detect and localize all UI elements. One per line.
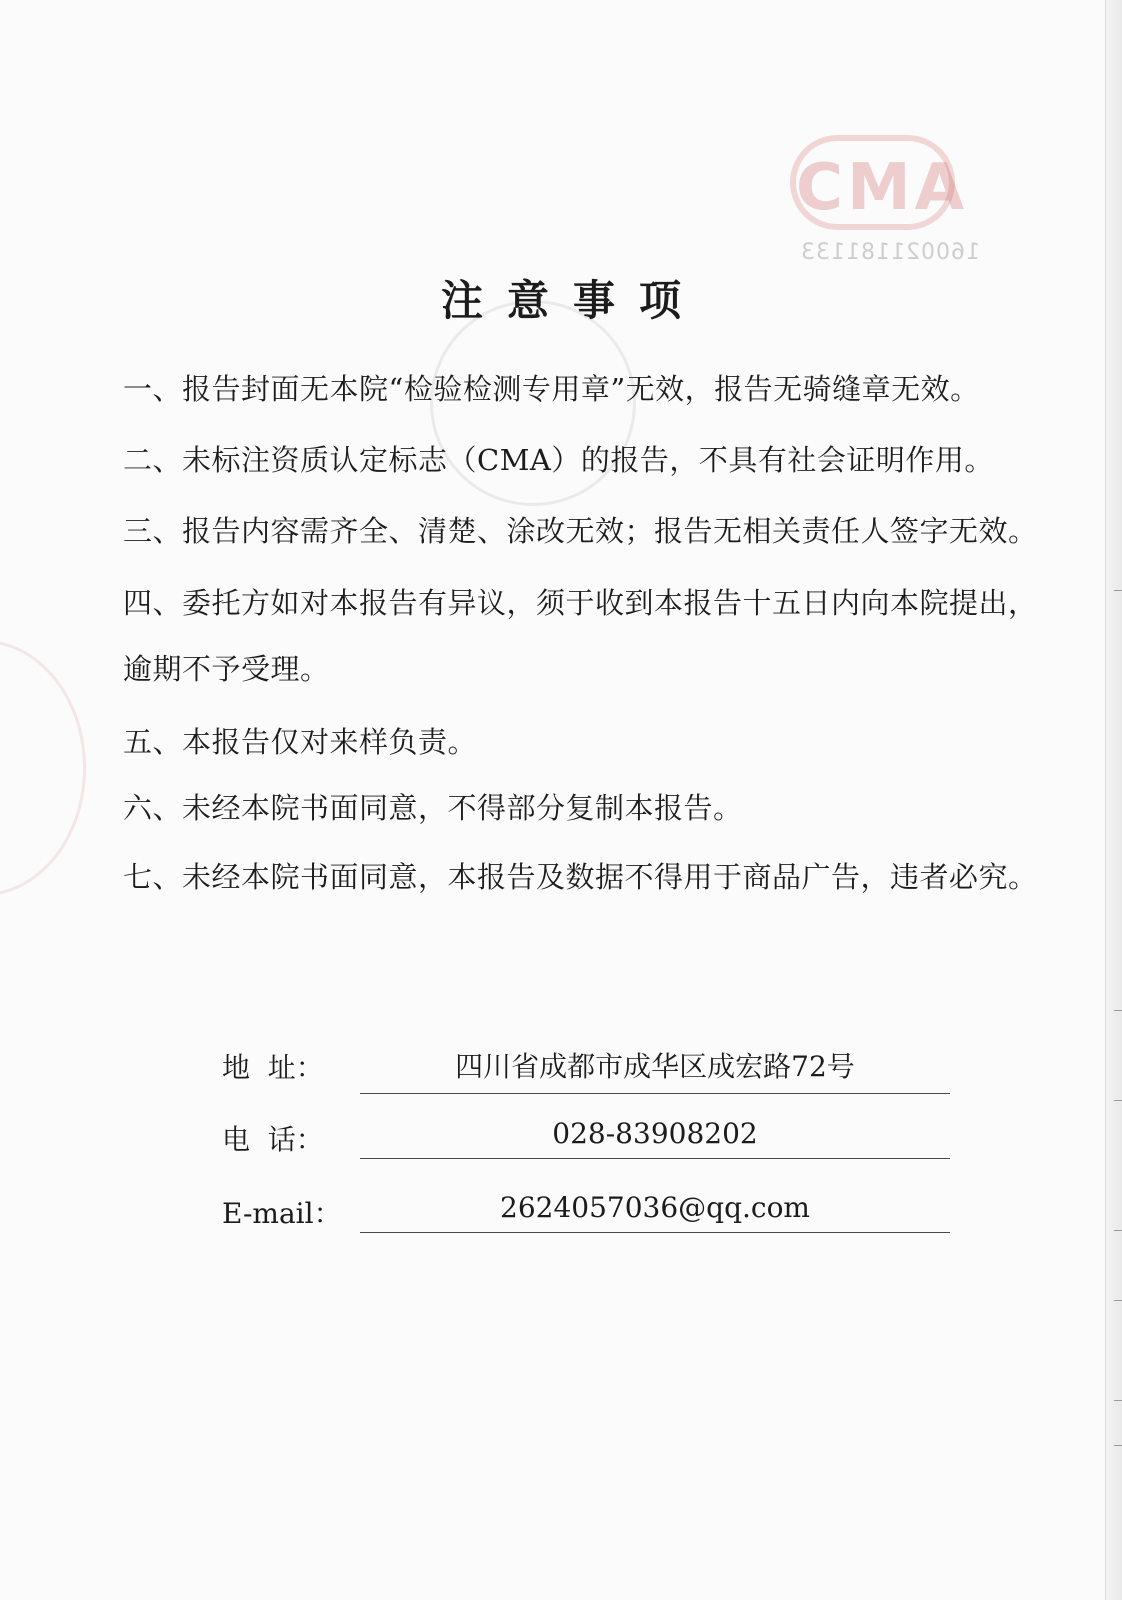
cma-stamp: CMA — [790, 135, 955, 230]
notice-item-3: 三、报告内容需齐全、清楚、涂改无效；报告无相关责任人签字无效。 — [123, 514, 1038, 548]
cma-stamp-number: 160021181133 — [800, 240, 980, 265]
address-label: 地 址： — [222, 1051, 324, 1084]
phone-value: 028-83908202 — [360, 1117, 950, 1159]
edge-tick — [1114, 1300, 1122, 1301]
edge-tick — [1114, 590, 1122, 591]
address-value: 四川省成都市成华区成宏路72号 — [360, 1045, 950, 1094]
email-label: E-mail： — [222, 1197, 342, 1230]
notice-item-7: 七、未经本院书面同意，本报告及数据不得用于商品广告，违者必究。 — [123, 860, 1038, 894]
email-value: 2624057036@qq.com — [360, 1191, 950, 1233]
edge-tick — [1114, 1400, 1122, 1401]
edge-tick — [1114, 1100, 1122, 1101]
page-title: 注意事项 — [440, 276, 705, 325]
edge-tick — [1114, 1445, 1122, 1446]
notice-item-6: 六、未经本院书面同意，不得部分复制本报告。 — [123, 791, 743, 825]
notice-item-2: 二、未标注资质认定标志（CMA）的报告，不具有社会证明作用。 — [123, 443, 994, 477]
notice-item-4: 四、委托方如对本报告有异议，须于收到本报告十五日内向本院提出，逾期不予受理。 — [123, 586, 1038, 686]
edge-tick — [1114, 1010, 1122, 1011]
page-edge — [1105, 0, 1122, 1600]
phone-label: 电 话： — [222, 1123, 324, 1156]
notice-item-1: 一、报告封面无本院“检验检测专用章”无效，报告无骑缝章无效。 — [123, 372, 980, 406]
notice-item-5: 五、本报告仅对来样负责。 — [123, 725, 478, 759]
seal-ghost-left — [0, 640, 86, 896]
edge-tick — [1114, 1230, 1122, 1231]
